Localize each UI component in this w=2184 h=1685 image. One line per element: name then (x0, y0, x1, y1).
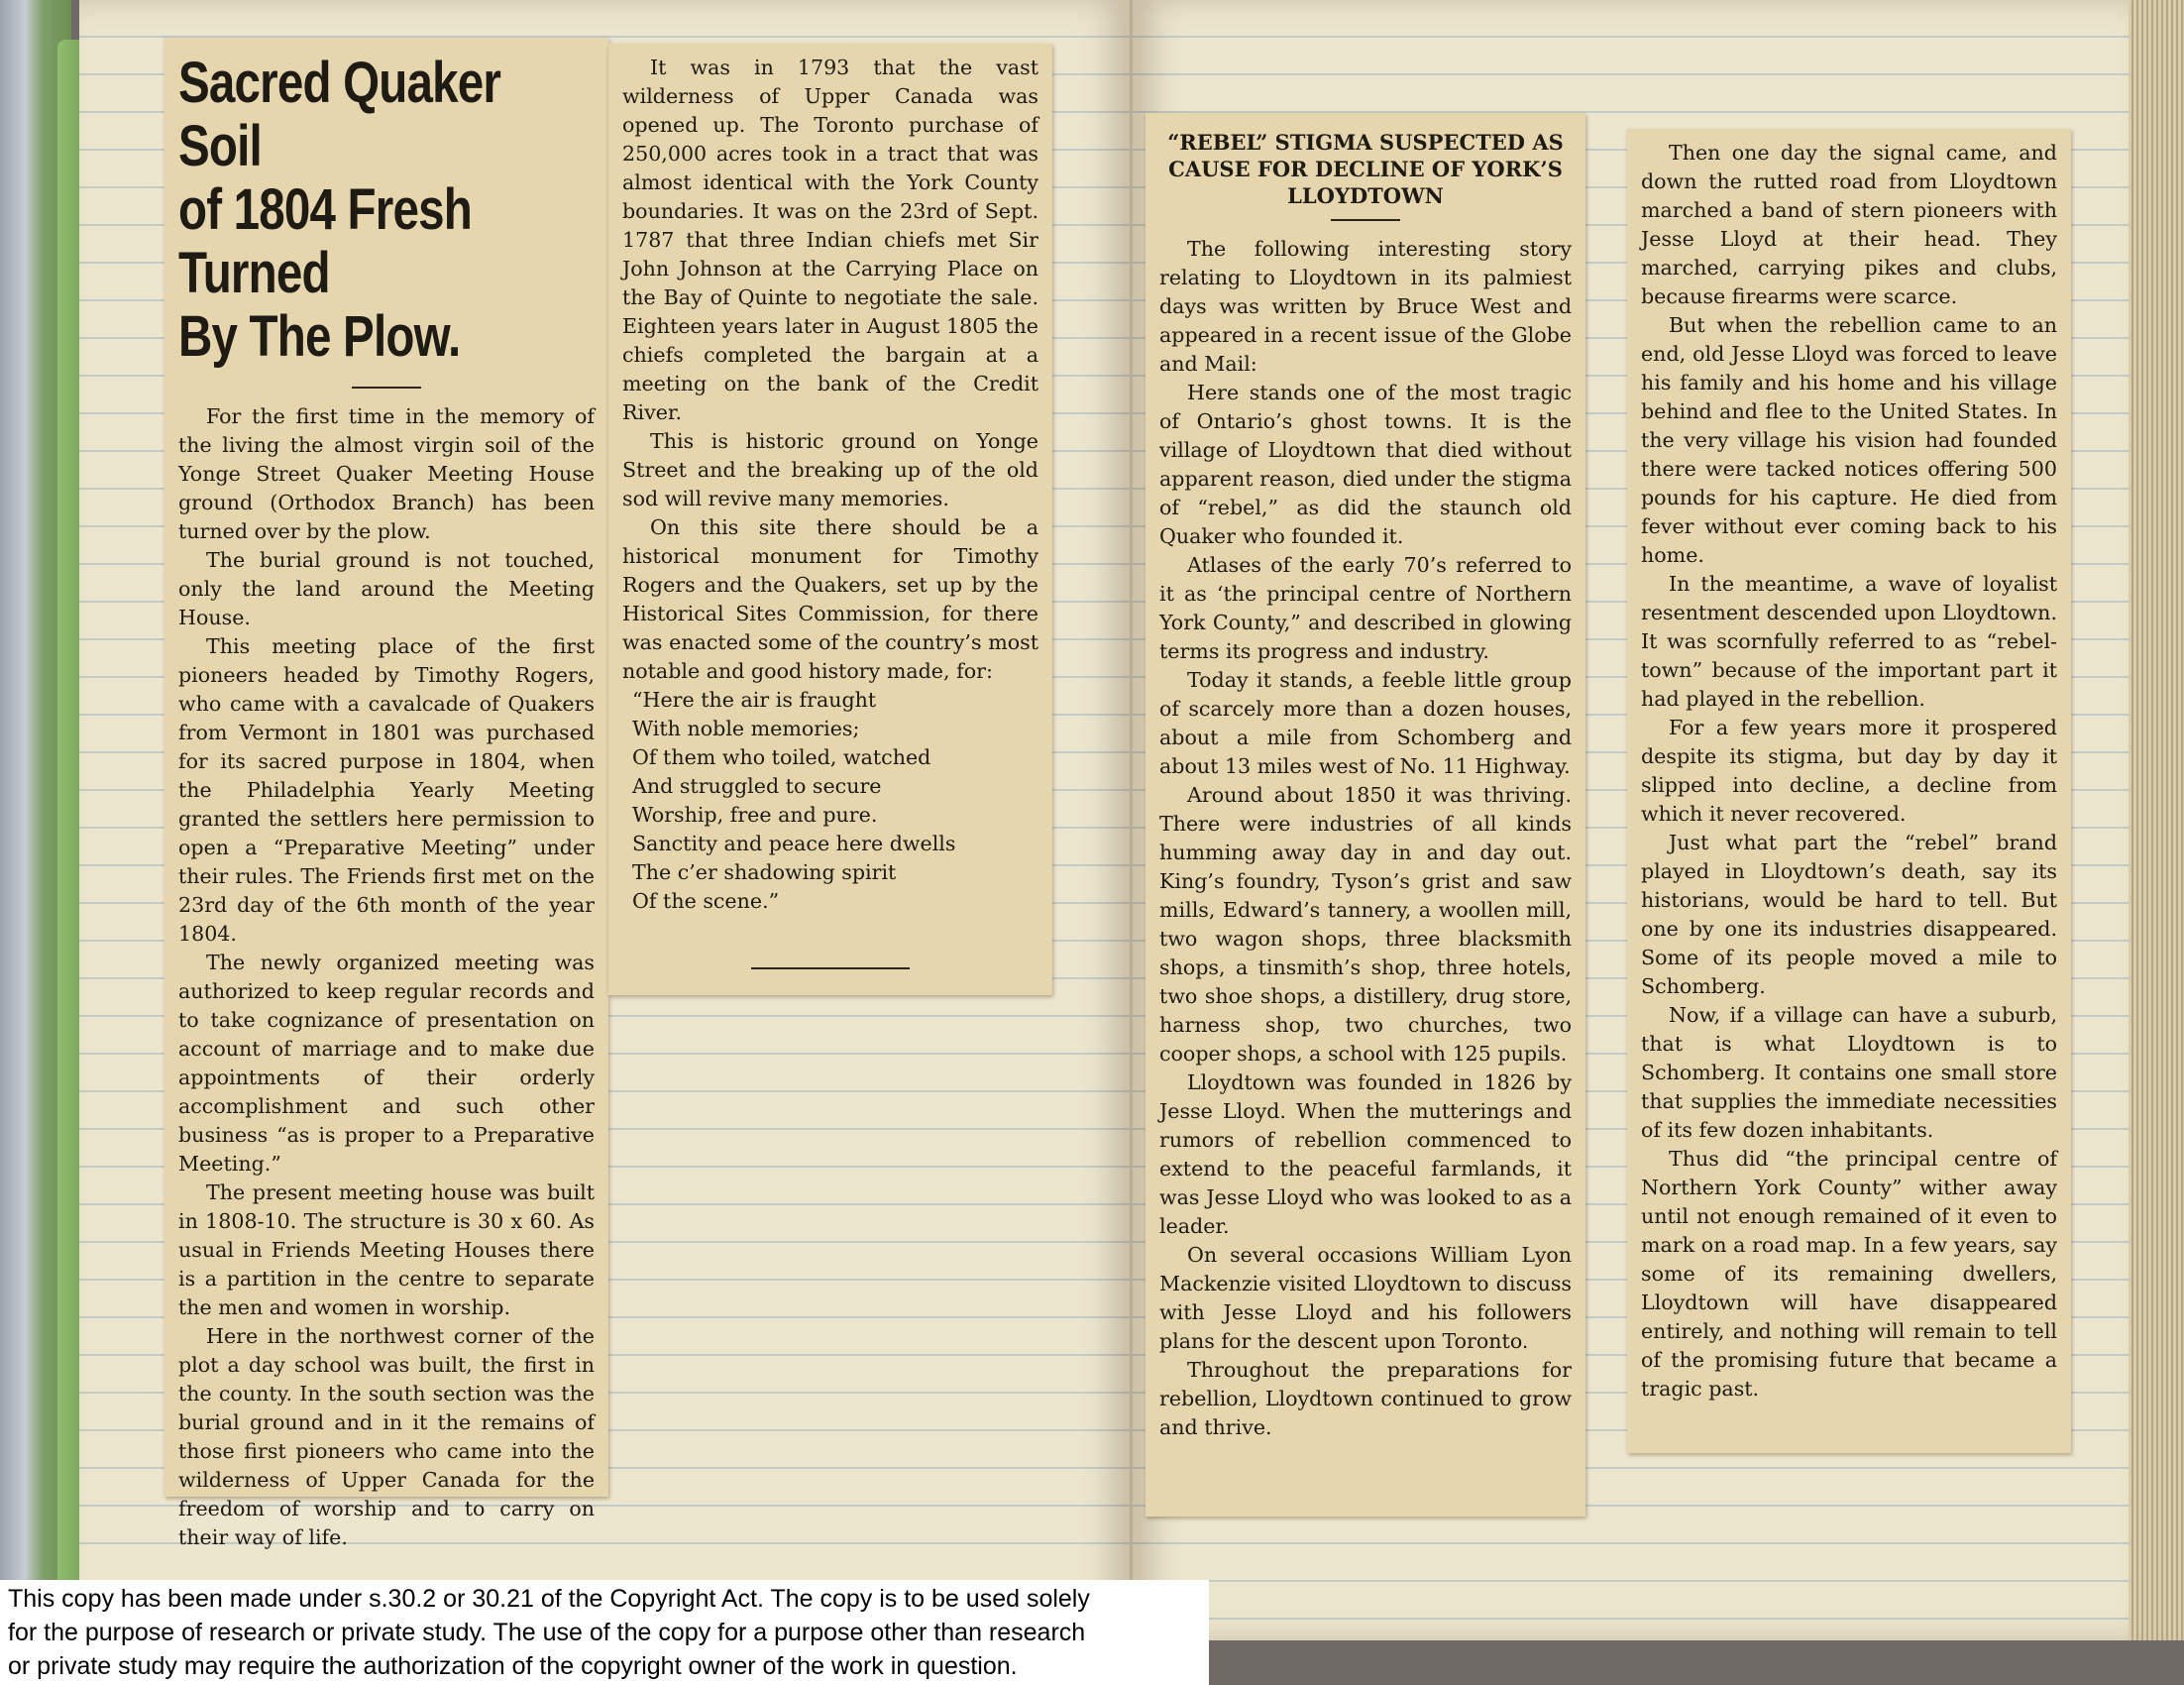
poem-line: The c’er shadowing spirit (632, 860, 897, 884)
paragraph: The following interesting story relating to Lloydtown in its palmiest days was written by Bruce West and appeared in a recent issue of the Globe and Mail: (1159, 237, 1572, 376)
copyright-notice (0, 1580, 1209, 1685)
paragraph: Today it stands, a feeble little group of scarcely more than a dozen houses, about a mile from Schomberg and about 13 miles west of No. 11 Highway. (1159, 668, 1572, 778)
clipping-lloydtown-decline (1627, 129, 2071, 1453)
headline (178, 52, 595, 369)
paragraph: The burial ground is not touched, only the land around the Meeting House. (178, 548, 595, 629)
paragraph: Lloydtown was founded in 1826 by Jesse Lloyd. When the mutterings and rumors of rebellion commenced to extend to the peaceful farmlands, it was Jesse Lloyd who was looked to as a leader. (1159, 1070, 1572, 1238)
poem (622, 686, 1038, 916)
paragraph: For the first time in the memory of the living the almost virgin soil of the Yonge Street Quaker Meeting House ground (Orthodox Branch) has been turned over by the plow. (178, 404, 595, 543)
headline-line-2: of 1804 Fresh Turned (178, 177, 472, 305)
clipping-rebel-stigma (1146, 113, 1585, 1516)
paragraph: This meeting place of the first pioneers headed by Timothy Rogers, who came with a cavalcade of Quakers from Vermont in 1801 was purchased for its sacred purpose in 1804, when the Philadelphia Yearly Meeting granted the settlers here permission to open a “Preparative Meeting” under their rules. The Friends first met on the 23rd day of the 6th month of the year 1804. (178, 634, 595, 946)
paragraph: Here stands one of the most tragic of Ontario’s ghost towns. It is the village of Lloydtown that died without apparent reason, died under the stigma of “rebel,” as did the staunch old Quaker who founded it. (1159, 381, 1572, 548)
paragraph: Then one day the signal came, and down the rutted road from Lloydtown marched a band of stern pioneers with Jesse Lloyd at their head. They marched, carrying pikes and clubs, because firearms were scarce. (1641, 141, 2057, 308)
paragraph: Around about 1850 it was thriving. There were industries of all kinds humming away day in and day out. King’s foundry, Tyson’s grist and saw mills, Edward’s tannery, a woollen mill, two wagon shops, three blacksmith shops, a tinsmith’s shop, three hotels, two shoe shops, a distillery, drug store, harness shop, two churches, two cooper shops, a school with 125 pupils. (1159, 783, 1572, 1066)
article-body (622, 54, 1038, 686)
article-body (1641, 139, 2057, 1404)
divider-rule (1331, 219, 1400, 221)
clipping-historic-ground (608, 44, 1052, 995)
subheadline: “REBEL” STIGMA SUSPECTED AS CAUSE FOR DECLINE OF YORK’S LLOYDTOWN (1167, 130, 1564, 208)
paragraph: Now, if a village can have a suburb, that is what Lloydtown is to Schomberg. It contains one small store that supplies the immediate necessities of its few dozen inhabitants. (1641, 1003, 2057, 1142)
paragraph: But when the rebellion came to an end, old Jesse Lloyd was forced to leave his family and his home and his village behind and flee to the United States. In the very village his vision had founded there were tacked notices offering 500 pounds for his capture. He died from fever without ever coming back to his home. (1641, 313, 2057, 567)
paragraph: On this site there should be a historical monument for Timothy Rogers and the Quakers, set up by the Historical Sites Commission, for there was enacted some of the country’s most notable and good history made, for: (622, 515, 1038, 683)
divider-rule (352, 387, 421, 389)
paragraph: This is historic ground on Yonge Street and the breaking up of the old sod will revive many memories. (622, 429, 1038, 510)
poem-line: Of the scene.” (632, 889, 780, 913)
paragraph: Here in the northwest corner of the plot a day school was built, the first in the county. In the south section was the burial ground and in it the remains of those first pioneers who came into the wilderness of Upper Canada for the freedom of worship and to carry on their way of life. (178, 1324, 595, 1549)
poem-line: Sanctity and peace here dwells (632, 832, 956, 855)
clipping-sacred-quaker-soil (164, 38, 608, 1549)
poem-line: Of them who toiled, watched (632, 745, 931, 769)
poem-line: With noble memories; (632, 717, 860, 740)
paragraph: Throughout the preparations for rebellion, Lloydtown continued to grow and thrive. (1159, 1358, 1572, 1439)
article-body (1159, 235, 1572, 1442)
end-rule (751, 967, 910, 969)
poem-line: “Here the air is fraught (632, 688, 877, 712)
copyright-line: or private study may require the authorization of the copyright owner of the work in question. (8, 1652, 1018, 1680)
book-cover-edge (0, 0, 71, 1685)
paragraph: For a few years more it prospered despite its stigma, but day by day it slipped into decline, a decline from which it never recovered. (1641, 716, 2057, 826)
paragraph: It was in 1793 that the vast wilderness of Upper Canada was opened up. The Toronto purchase of 250,000 acres took in a tract that was almost identical with the York County boundaries. It was on the 23rd of Sept. 1787 that three Indian chiefs met Sir John Johnson at the Carrying Place on the Bay of Quinte to negotiate the sale. Eighteen years later in August 1805 the chiefs completed the bargain at a meeting on the bank of the Credit River. (622, 56, 1038, 424)
headline-line-3: By The Plow. (178, 304, 461, 369)
poem-line: Worship, free and pure. (632, 803, 878, 827)
copyright-line: for the purpose of research or private study. The use of the copy for a purpose other than research (8, 1619, 1086, 1646)
paragraph: On several occasions William Lyon Mackenzie visited Lloydtown to discuss with Jesse Lloyd and his followers plans for the descent upon Toronto. (1159, 1243, 1572, 1353)
article-body (178, 402, 595, 1552)
paragraph: Atlases of the early 70’s referred to it as ‘the principal centre of Northern York County,” and described in glowing terms its progress and industry. (1159, 553, 1572, 663)
paragraph: Thus did “the principal centre of Northern York County” wither away until not enough remained of it even to mark on a road map. In a few years, say some of its remaining dwellers, Lloydtown will have disappeared entirely, and nothing will remain to tell of the promising future that became a tragic past. (1641, 1147, 2057, 1401)
poem-line: And struggled to secure (632, 774, 882, 798)
paragraph: In the meantime, a wave of loyalist resentment descended upon Lloydtown. It was scornfully referred to as “rebel-town” because of the important part it had played in the rebellion. (1641, 572, 2057, 711)
paragraph: Just what part the “rebel” brand played in Lloydtown’s death, say its historians, would be hard to tell. But one by one its industries disappeared. Some of its people moved a mile to Schomberg. (1641, 831, 2057, 998)
paragraph: The newly organized meeting was authorized to keep regular records and to take cognizance of presentation on account of marriage and to make due appointments of their orderly accomplishment and such other business “as is proper to a Preparative Meeting.” (178, 951, 595, 1176)
headline-line-1: Sacred Quaker Soil (178, 51, 501, 178)
paragraph: The present meeting house was built in 1808-10. The structure is 30 x 60. As usual in Friends Meeting Houses there is a partition in the centre to separate the men and women in worship. (178, 1180, 595, 1319)
copyright-line: This copy has been made under s.30.2 or 30.21 of the Copyright Act. The copy is to be used solely (8, 1585, 1090, 1613)
book-page-edges (2129, 0, 2184, 1640)
